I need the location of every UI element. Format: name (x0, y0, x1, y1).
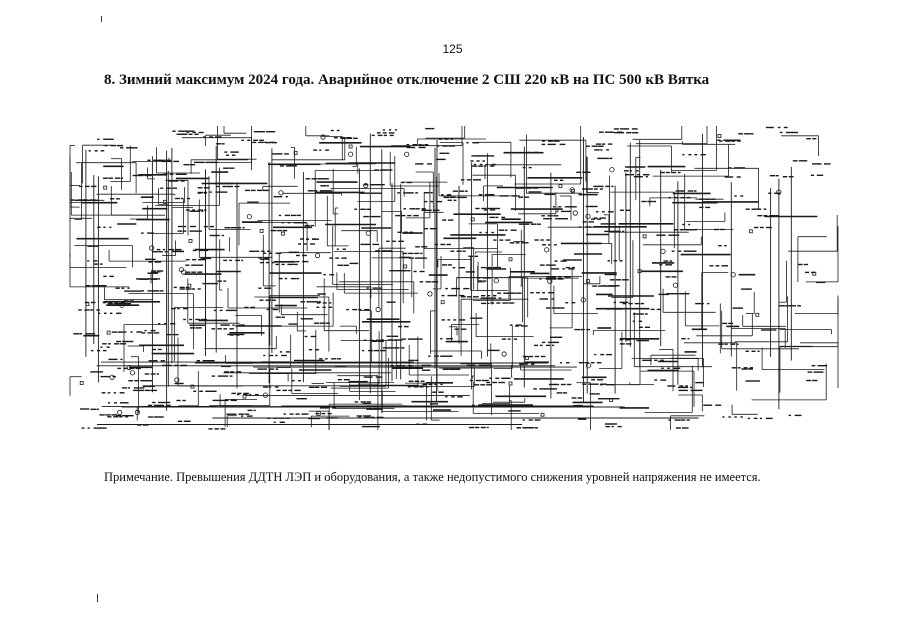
grid-scheme-lines (66, 122, 842, 434)
page-number: 125 (442, 42, 463, 56)
scan-speck (101, 16, 102, 22)
page-note: Примечание. Превышения ДДТН ЛЭП и оборудования, а также недопустимого снижения уровней напряжения не имеется. (104, 470, 761, 484)
page-heading: 8. Зимний максимум 2024 года. Аварийное отключение 2 СШ 220 кВ на ПС 500 кВ Вятка (104, 72, 710, 88)
power-grid-scheme-drawing (66, 122, 842, 434)
scan-speck (97, 594, 98, 602)
